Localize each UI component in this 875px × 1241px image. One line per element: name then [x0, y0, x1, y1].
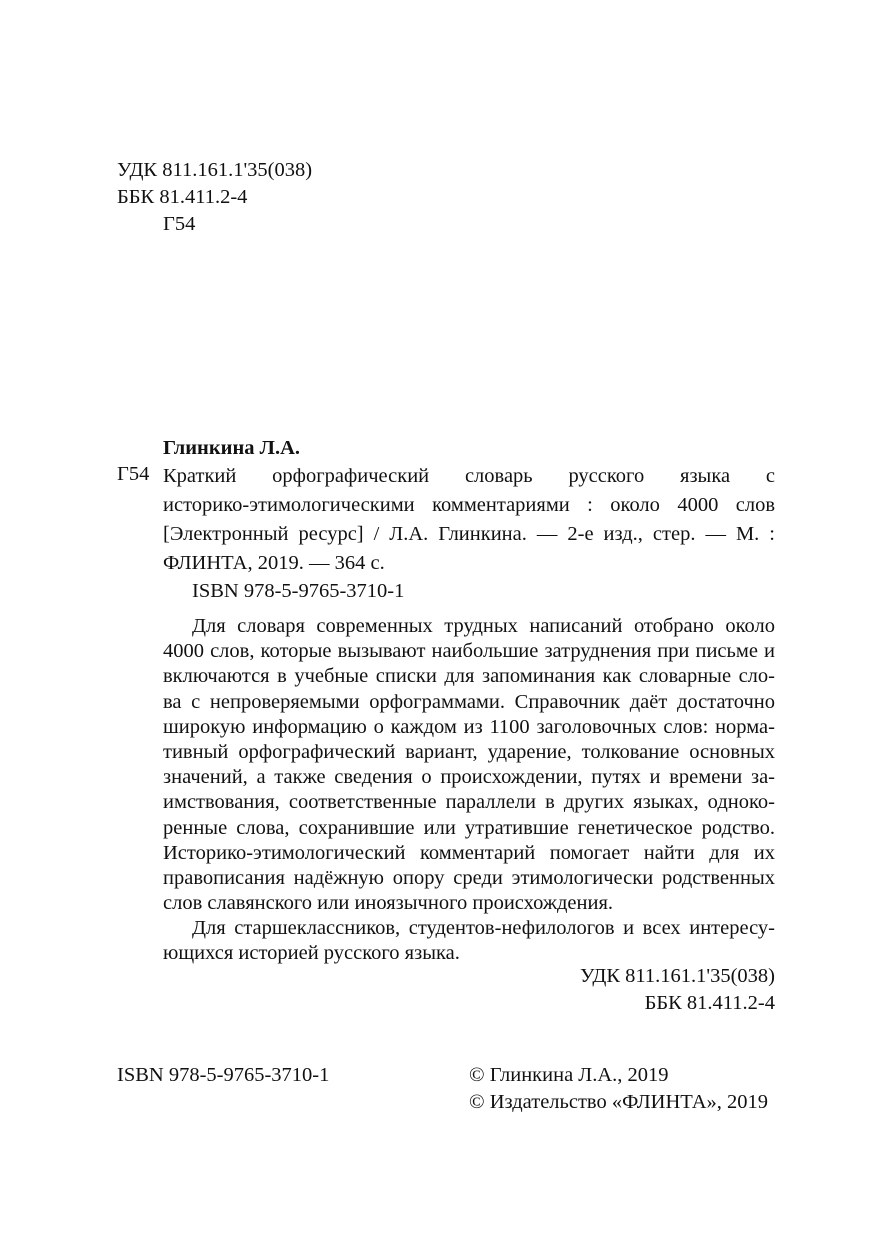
- annotation-line: правописания надёжную опору среди этимологически родственных: [163, 866, 775, 889]
- isbn-record: ISBN 978-5-9765-3710-1: [192, 580, 405, 602]
- annotation-line: Историко-этимологический комментарий помогает найти для их: [163, 841, 775, 864]
- annotation-line: включаются в учебные списки для запоминания как словарные сло-: [163, 665, 775, 688]
- annotation-line: слов славянского или иноязычного происхождения.: [163, 892, 614, 915]
- annotation-line: Для словаря современных трудных написаний отобрано около: [192, 615, 775, 637]
- annotation-line: ренные слова, сохранившие или утратившие генетическое родство.: [163, 816, 775, 839]
- annotation-line: тивный орфографический вариант, ударение, толкование основных: [163, 740, 775, 763]
- annotation-line: имствования, соответственные параллели в других языках, одноко-: [163, 791, 775, 814]
- biblio-line: [Электронный ресурс] / Л.А. Глинкина. — 2-е изд., стер. — М. :: [163, 523, 775, 545]
- udk-code-right: УДК 811.161.1'35(038): [579, 965, 775, 987]
- annotation-line: Для старшеклассников, студентов-нефилологов и всех интересу-: [192, 917, 775, 940]
- bbk-code-right: ББК 81.411.2-4: [644, 992, 775, 1014]
- annotation-line: широкую информацию о каждом из 1100 заголовочных слов: норма-: [163, 715, 775, 738]
- biblio-line: Краткий орфографический словарь русского языка с: [163, 465, 775, 487]
- author-mark-left: Г54: [117, 463, 150, 485]
- author-heading: Глинкина Л.А.: [163, 437, 300, 459]
- biblio-line: историко-этимологическими комментариями : около 4000 слов: [163, 494, 775, 516]
- annotation-line: ющихся историей русского языка.: [163, 942, 460, 965]
- copyright-publisher: © Издательство «ФЛИНТА», 2019: [469, 1091, 769, 1113]
- biblio-line: ФЛИНТА, 2019. — 364 с.: [163, 552, 385, 574]
- annotation-line: 4000 слов, которые вызывают наибольшие затруднения при письме и: [163, 640, 775, 663]
- annotation: [163, 614, 775, 967]
- annotation-line: ва с непроверяемыми орфограммами. Справочник даёт достаточно: [163, 690, 775, 713]
- copyright-author: © Глинкина Л.А., 2019: [469, 1064, 669, 1086]
- isbn-footer: ISBN 978-5-9765-3710-1: [117, 1064, 330, 1086]
- author-mark-top: Г54: [163, 213, 196, 235]
- udk-code-top: УДК 811.161.1'35(038): [117, 159, 313, 181]
- annotation-line: значений, а также сведения о происхождении, путях и времени за-: [163, 766, 775, 789]
- bibliographic-description: [163, 462, 775, 578]
- bbk-code-top: ББК 81.411.2-4: [117, 186, 248, 208]
